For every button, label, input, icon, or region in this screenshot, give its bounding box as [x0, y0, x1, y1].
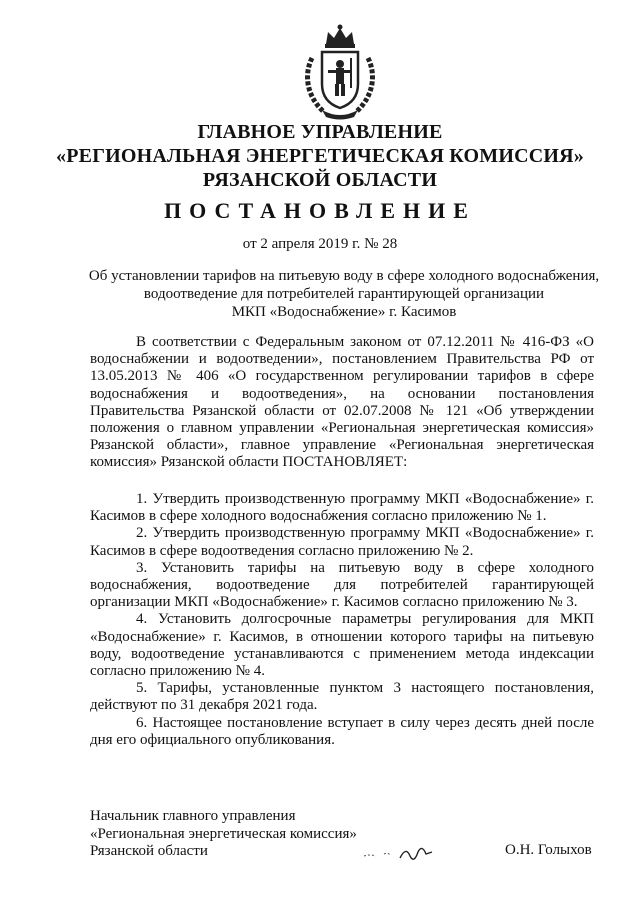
subject-line: водоотведение для потребителей гарантирующей организации	[143, 286, 545, 302]
handwritten-signature-icon	[360, 838, 450, 868]
coat-of-arms-icon	[298, 22, 382, 122]
header-line-1: ГЛАВНОЕ УПРАВЛЕНИЕ	[197, 121, 443, 143]
signature-position-line: Рязанской области	[90, 843, 208, 859]
preamble-paragraph: В соответствии с Федеральным законом от 07.12.2011 № 416-ФЗ «О водоснабжении и водоотведении», постановлением Правительства РФ от 13.05.2013 № 406 «О государственном регулировании тарифов в сфере водоснабжения и водоотведения», на основании постановления Правительства Рязанской области от 02.07.2008 № 121 «Об утверждении положения о главном управлении «Региональная энергетическая комиссия» Рязанской области», главное управление «Региональная энергетическая комиссия» Рязанской области ПОСТАНОВЛЯЕТ:	[90, 334, 594, 471]
resolution-item: 4. Установить долгосрочные параметры регулирования для МКП «Водоснабжение» г. Касимов, в отношении которого тарифы на питьевую воду, водоотведение устанавливаются с применением метода индексации согласно приложению № 4.	[90, 611, 594, 680]
signature-position-line: Начальник главного управления	[90, 808, 296, 824]
resolution-item: 6. Настоящее постановление вступает в силу через десять дней после дня его официального опубликования.	[90, 714, 594, 748]
document-date: от 2 апреля 2019 г. № 28	[242, 236, 398, 252]
signature-position-line: «Региональная энергетическая комиссия»	[90, 825, 357, 842]
document-subject	[84, 267, 604, 321]
resolution-item: 2. Утвердить производственную программу МКП «Водоснабжение» г. Касимов в сфере водоотведения согласно приложению № 2.	[90, 525, 594, 559]
resolution-item: 5. Тарифы, установленные пунктом 3 настоящего постановления, действуют по 31 декабря 2021 года.	[90, 680, 594, 714]
resolution-item: 3. Установить тарифы на питьевую воду в сфере холодного водоснабжения, водоотведение для потребителей гарантирующей организации МКП «Водоснабжение» г. Касимов согласно приложению № 3.	[90, 559, 594, 611]
subject-line: Об установлении тарифов на питьевую воду в сфере холодного водоснабжения,	[88, 268, 600, 284]
signature-position	[90, 808, 357, 861]
header-line-3: РЯЗАНСКОЙ ОБЛАСТИ	[202, 169, 438, 191]
resolution-item: 1. Утвердить производственную программу МКП «Водоснабжение» г. Касимов в сфере холодного водоснабжения согласно приложению № 1.	[90, 491, 594, 525]
document-type-title: ПОСТАНОВЛЕНИЕ	[164, 198, 476, 223]
subject-line: МКП «Водоснабжение» г. Касимов	[231, 304, 457, 320]
resolution-items	[90, 491, 594, 749]
header-line-2: «РЕГИОНАЛЬНАЯ ЭНЕРГЕТИЧЕСКАЯ КОМИССИЯ»	[56, 145, 584, 167]
signatory-name: О.Н. Голыхов	[505, 842, 592, 858]
